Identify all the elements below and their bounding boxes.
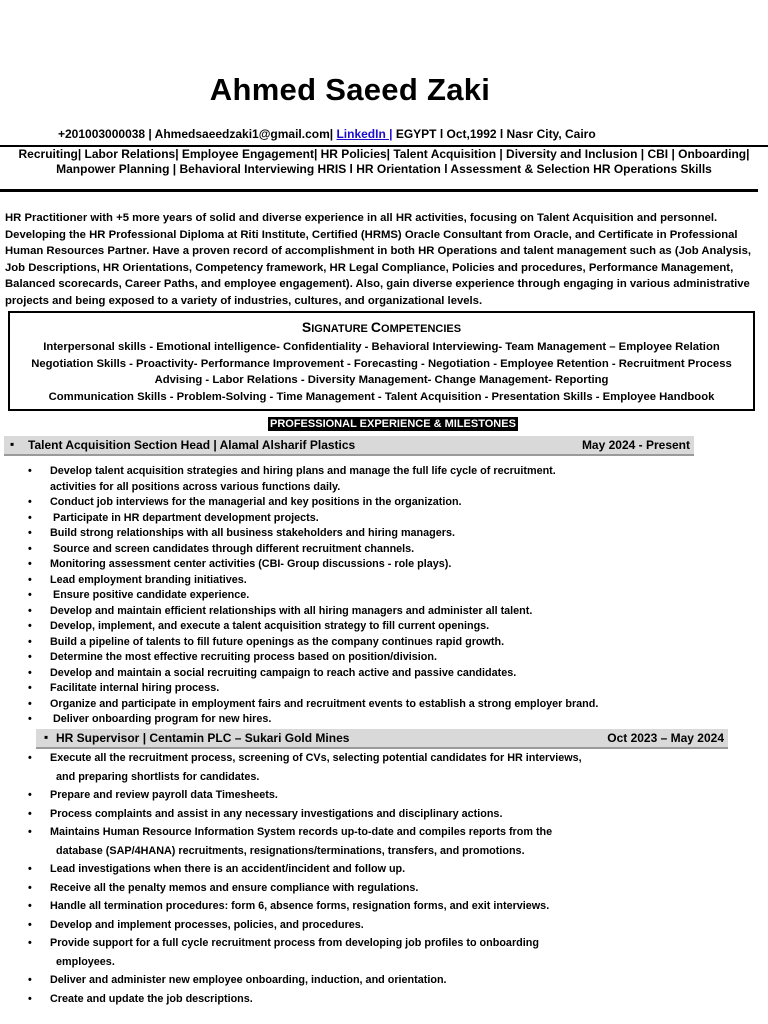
list-item: • Lead investigations when there is an accident/incident and follow up. [50,860,582,879]
competency-line: Negotiation Skills - Proactivity- Performance Improvement - Forecasting - Negotiation - Employee Retention - Recruitment Process [31,357,732,370]
list-item: • Facilitate internal hiring process. [50,681,598,697]
bullet-icon: • [28,604,32,617]
bullet-icon: • [28,666,32,679]
list-item: • Organize and participate in employment fairs and recruitment events to establish a strong employer brand. [50,697,598,713]
contact-phone-email: +201003000038 | Ahmedsaeedzaki1@gmail.com| [58,127,337,141]
list-item: • Develop and maintain a social recruiting campaign to reach active and passive candidates. [50,666,598,682]
bullet-icon: • [28,881,32,894]
list-item: • Receive all the penalty memos and ensure compliance with regulations. [50,879,582,898]
job-title: Talent Acquisition Section Head | Alamal Alsharif Plastics [28,438,356,452]
bullet-icon: • [28,527,32,539]
professional-summary: HR Practitioner with +5 more years of solid and diverse experience in all HR activities, focusing on Talent Acquisition and personnel. Developing the HR Professional Diploma at Riti Institute, Certified (HRMS) Oracle Consultant from Oracle, and Certificate in Professional Human Resources Partner. Have a proven record of accomplishment in both HR Operations and talent management such as (Job Analysis, Job Descriptions, HR Orientations, Competency framework, HR Legal Compliance, Policies and procedures, Performance Management, Balanced scorecards, Career Paths, and employee engagement). Also, gain diverse experience through engaging in various administrative projects and being exposed to a variety of industries, cultures, and organizational levels. [5,212,751,307]
job-header [36,729,728,749]
competency-line: Communication Skills - Problem-Solving - Time Management - Talent Acquisition - Presentation Skills - Employee Handbook [48,390,715,403]
competencies-list [10,339,753,405]
bullet-icon: • [28,974,32,986]
bullet-icon: • [28,697,32,710]
job-header [4,436,694,456]
bullet-icon: • [28,651,32,663]
bullet-icon: • [28,573,32,586]
list-item: • Develop and maintain efficient relationships with all hiring managers and administer all talent. [50,604,598,620]
job-dates: May 2024 - Present [581,438,690,452]
bullet-icon: • [28,511,32,524]
list-item: • Develop talent acquisition strategies and hiring plans and manage the full life cycle of recruitment. [50,464,598,480]
list-item: • Develop, implement, and execute a talent acquisition strategy to fill current openings. [50,619,598,635]
competency-line: Advising - Labor Relations - Diversity Management- Change Management- Reporting [154,374,609,387]
bullet-icon: • [28,713,32,725]
list-item: • Build a pipeline of talents to fill future openings as the company continues rapid growth. [50,635,598,651]
contact-line [58,127,596,141]
title-cap: C [370,319,382,335]
candidate-name: Ahmed Saeed Zaki [209,72,491,107]
competencies-title [10,319,753,335]
bullet-icon: • [28,752,32,764]
list-item: • Prepare and review payroll data Timesheets. [50,786,582,805]
bullet-icon: • [28,620,32,632]
job-responsibilities [28,464,599,728]
list-item-continuation: activities for all positions across various functions daily. [50,480,341,493]
bullet-icon: • [28,589,32,601]
list-item: • Participate in HR department development projects. [50,511,598,527]
bullet-icon: • [28,558,32,570]
square-bullet-icon: ▪ [44,730,49,744]
bullet-icon: • [28,992,32,1005]
competency-line: Interpersonal skills - Emotional intelligence- Confidentiality - Behavioral Interviewing- Team Management – Employee Relation [43,341,720,353]
list-item: • Source and screen candidates through different recruitment channels. [50,542,598,558]
list-item: • Monitoring assessment center activities (CBI- Group discussions - role plays). [50,557,598,573]
list-item: • Handle all termination procedures: form 6, absence forms, resignation forms, and exit interviews. [50,897,582,916]
list-item: • Maintains Human Resource Information System records up-to-date and compiles reports from the database (SAP/4HANA) recruitments, resignations/terminations, transfers, and promotions. [50,823,582,860]
bullet-icon: • [28,682,32,694]
skills-keywords [0,147,768,177]
title-rest: IGNATURE [311,323,371,335]
bullet-icon: • [28,789,32,801]
bullet-icon: • [28,496,32,508]
experience-heading: PROFESSIONAL EXPERIENCE & MILESTONES [270,418,516,430]
linkedin-link[interactable]: LinkedIn | [336,127,393,141]
bullet-icon: • [28,900,32,912]
bullet-icon: • [28,542,32,555]
square-bullet-icon: ▪ [10,437,15,451]
bullet-icon: • [28,863,32,875]
job-dates: Oct 2023 – May 2024 [607,731,724,745]
contact-location: EGYPT l Oct,1992 l Nasr City, Cairo [392,127,596,141]
bullet-icon: • [28,807,32,820]
bullet-icon: • [28,635,32,648]
list-item: • Execute all the recruitment process, screening of CVs, selecting potential candidates for HR interviews, and preparing shortlists for candidates. [50,749,582,786]
keywords-line-2: Manpower Planning | Behavioral Interviewing HRIS l HR Orientation l Assessment & Selection HR Operations Skills [56,162,712,176]
job-responsibilities [28,749,582,1008]
title-cap: S [301,319,312,335]
list-item: • Develop and implement processes, policies, and procedures. [50,916,582,935]
list-item: • Process complaints and assist in any necessary investigations and disciplinary actions. [50,805,582,824]
competencies-box [8,311,755,411]
list-item: • Conduct job interviews for the managerial and key positions in the organization. [50,495,598,511]
list-item: • Build strong relationships with all business stakeholders and hiring managers. [50,526,598,542]
bullet-icon: • [28,826,32,838]
list-item: • Provide support for a full cycle recruitment process from developing job profiles to onboarding employees. [50,934,582,971]
bullet-icon: • [28,937,32,949]
bullet-icon: • [28,465,32,477]
keywords-divider [0,189,758,192]
list-item: • Determine the most effective recruiting process based on position/division. [50,650,598,666]
job-title: HR Supervisor | Centamin PLC – Sukari Gold Mines [56,731,350,745]
list-item: • Deliver onboarding program for new hires. [50,712,598,728]
list-item: • Deliver and administer new employee onboarding, induction, and orientation. [50,971,582,990]
title-rest: OMPETENCIES [381,323,462,335]
bullet-icon: • [28,918,32,931]
list-item: • Create and update the job descriptions. [50,990,582,1009]
list-item: • Lead employment branding initiatives. [50,573,598,589]
list-item: • Ensure positive candidate experience. [50,588,598,604]
keywords-line-1: Recruiting| Labor Relations| Employee Engagement| HR Policies| Talent Acquisition | Diversity and Inclusion | CBI | Onboarding| [18,147,750,161]
